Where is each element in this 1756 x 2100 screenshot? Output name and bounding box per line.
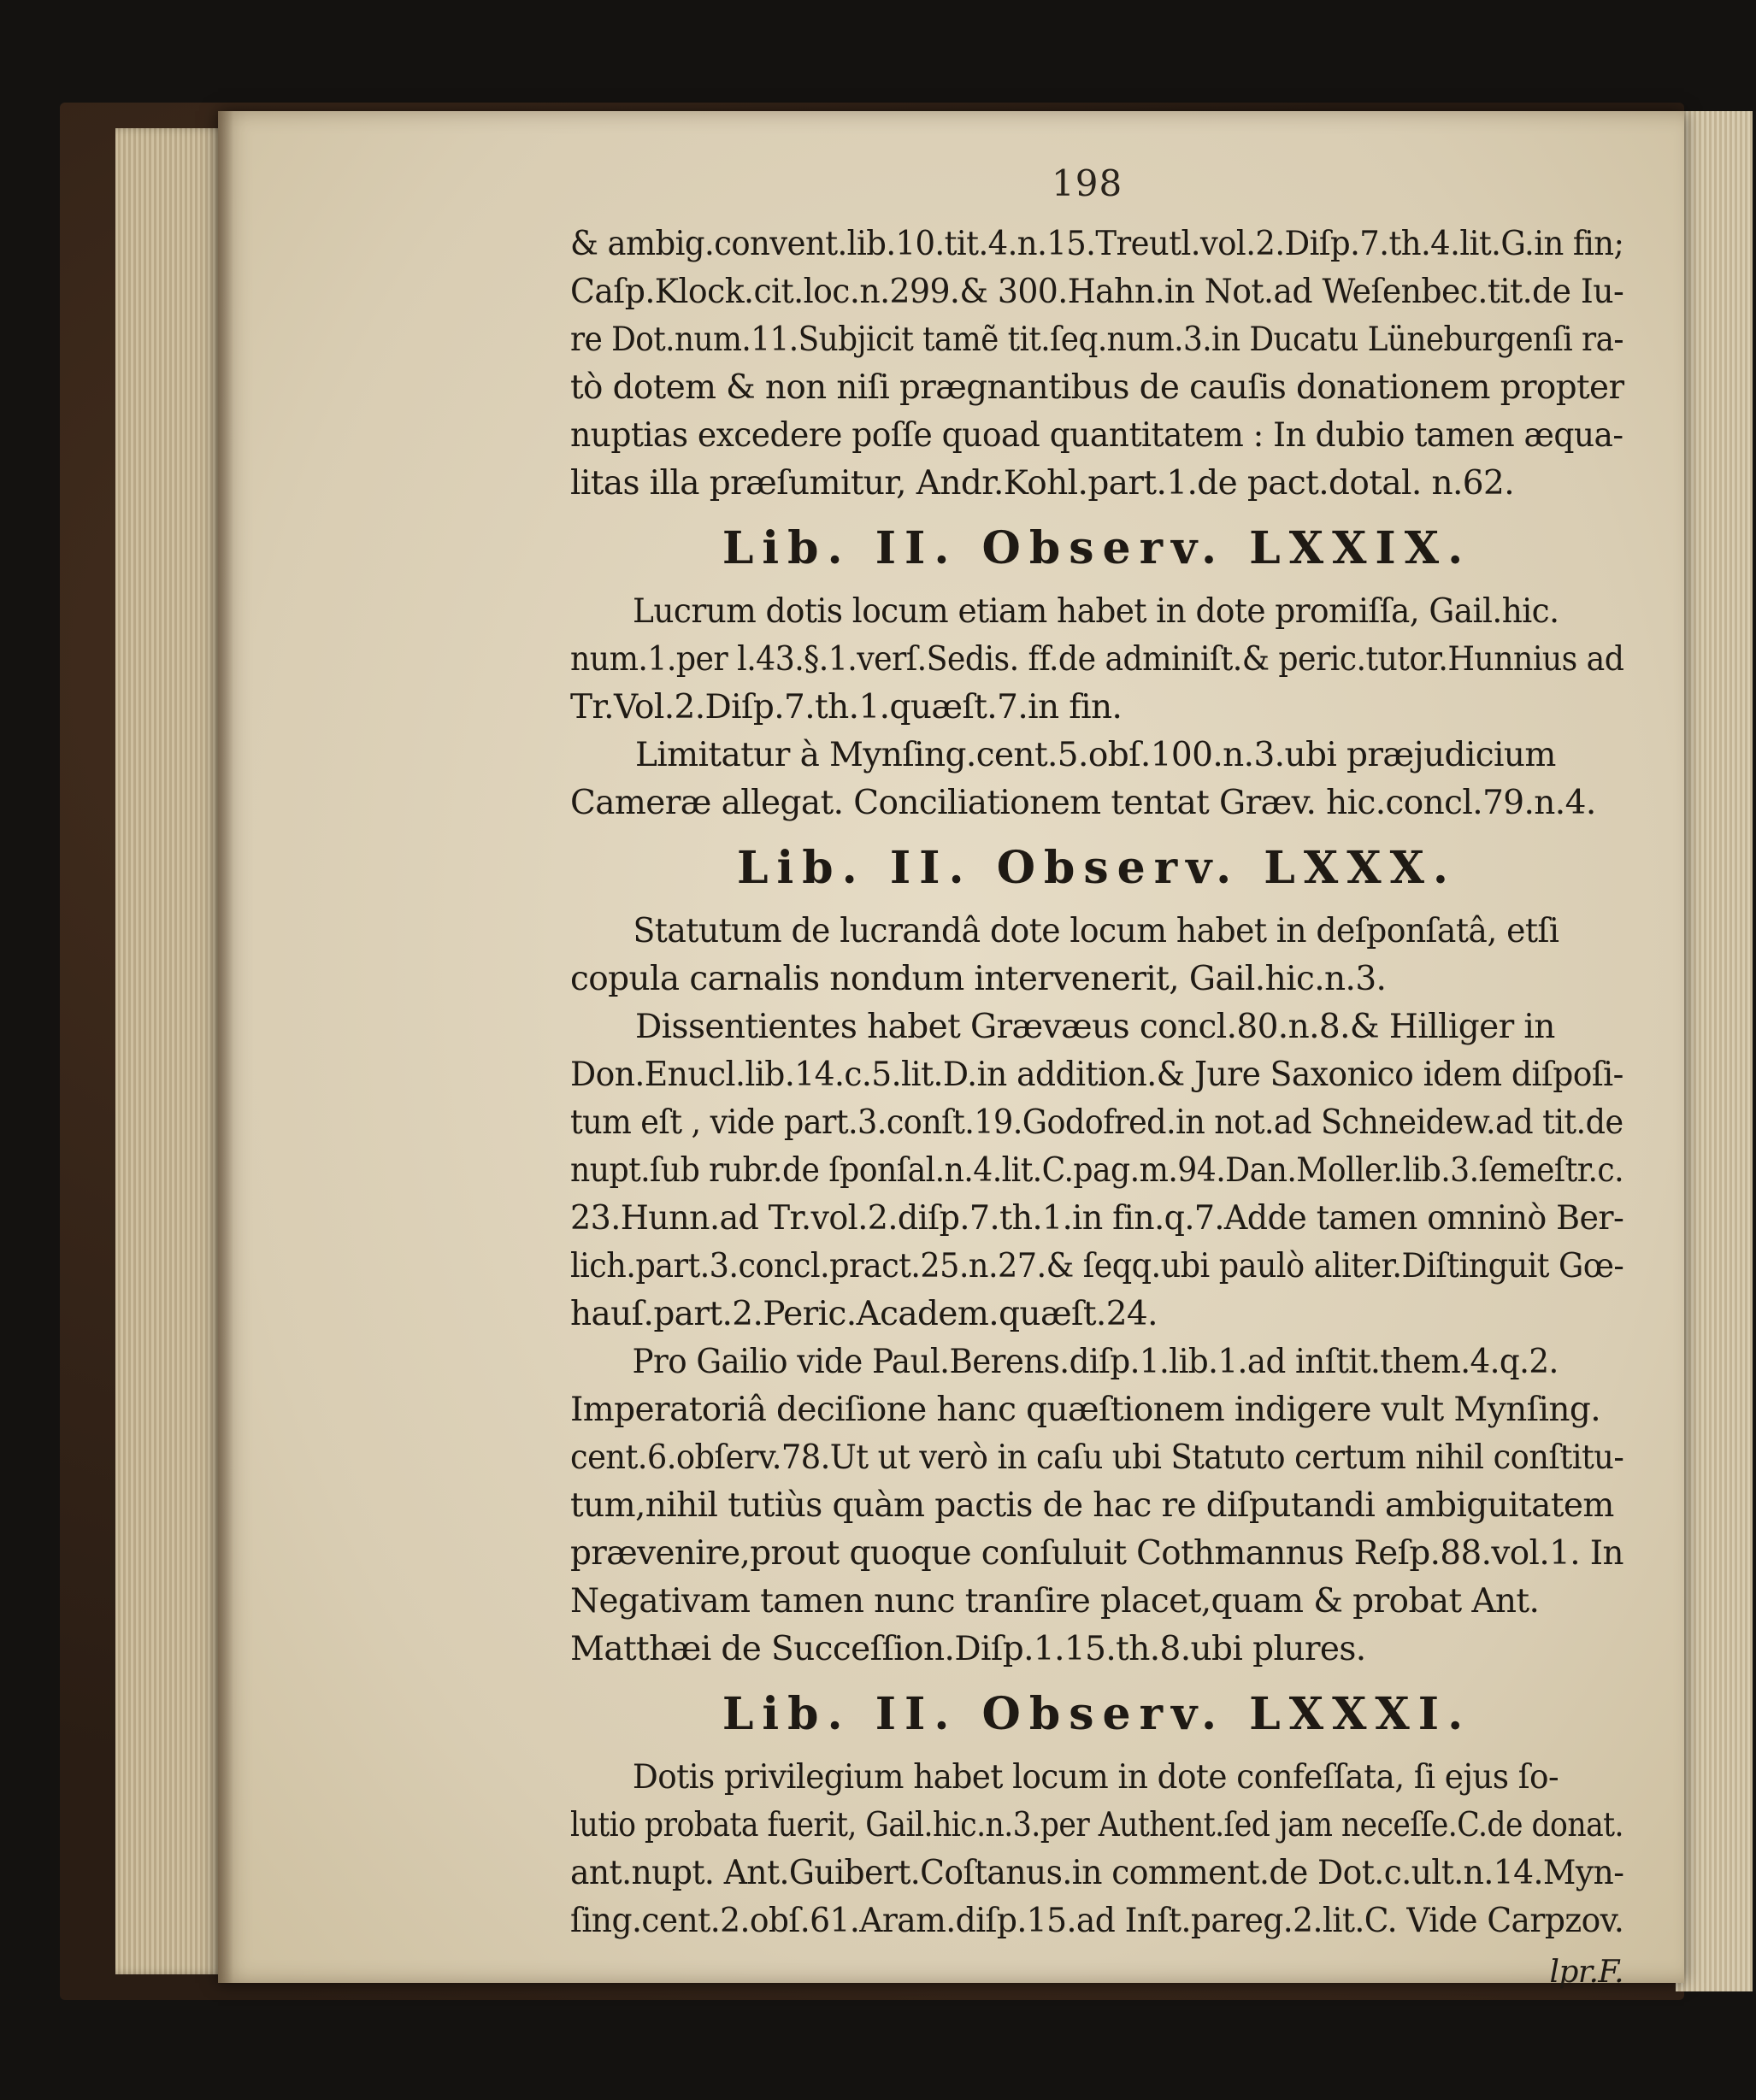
paragraph (570, 221, 1623, 508)
text-line: Cameræ allegat. Conciliationem tentat Græv. hic.concl.79.n.4. (570, 784, 1596, 822)
page-text (570, 221, 1623, 1997)
text-line: ſing.cent.2.obſ.61.Aram.diſp.15.ad Inſt.pareg.2.lit.C. Vide Carpzov. (570, 1902, 1624, 1940)
paragraph (570, 732, 1623, 827)
observation-heading: Lib. II. Observ. LXXXI. (722, 1688, 1472, 1740)
text-line: nupt.ſub rubr.de ſponſal.n.4.lit.C.pag.m.94.Dan.Moller.lib.3.ſemeſtr.c. (570, 1151, 1624, 1190)
text-line: Limitatur à Mynſing.cent.5.obſ.100.n.3.ubi præjudicium (635, 736, 1556, 774)
text-line: 23.Hunn.ad Tr.vol.2.diſp.7.th.1.in fin.q.7.Adde tamen omninò Ber- (570, 1199, 1624, 1238)
text-line: tum eſt , vide part.3.conſt.19.Godofred.in not.ad Schneidew.ad tit.de (570, 1103, 1623, 1142)
text-line: Negativam tamen nunc tranſire placet,quam & probat Ant. (570, 1582, 1540, 1621)
text-line: Tr.Vol.2.Diſp.7.th.1.quæſt.7.in fin. (570, 688, 1123, 726)
page-edges-right (1676, 111, 1753, 1991)
text-line: nuptias excedere poſſe quoad quantitatem : In dubio tamen æqua- (570, 416, 1623, 455)
text-line: Dissentientes habet Grævæus concl.80.n.8.& Hilliger in (635, 1008, 1555, 1046)
text-line: & ambig.convent.lib.10.tit.4.n.15.Treutl.vol.2.Diſp.7.th.4.lit.G.in fin; (570, 225, 1624, 263)
text-line: num.1.per l.43.§.1.verſ.Sedis. ff.de adminiſt.& peric.tutor.Hunnius ad (570, 640, 1624, 679)
text-line: re Dot.num.11.Subjicit tamẽ tit.ſeq.num.3.in Ducatu Lüneburgenſi ra- (570, 321, 1623, 359)
text-line: prævenire,prout quoque conſuluit Cothmannus Reſp.88.vol.1. In (570, 1534, 1623, 1573)
text-line: Pro Gailio vide Paul.Berens.diſp.1.lib.1.ad inſtit.them.4.q.2. (632, 1343, 1559, 1381)
paragraph (570, 588, 1623, 732)
text-line: lich.part.3.concl.pract.25.n.27.& ſeqq.ubi paulò aliter.Diſtinguit Gœ- (570, 1247, 1624, 1285)
book-page (218, 111, 1684, 1990)
text-line: Dotis privilegium habet locum in dote confeſſata, ſi ejus ſo- (632, 1758, 1559, 1797)
catchword: lpr.F. (1549, 1955, 1623, 1990)
text-line: Imperatoriâ deciſione hanc quæſtionem indigere vult Mynſing. (570, 1391, 1601, 1429)
page-edges-left (115, 128, 227, 1974)
observation-heading: Lib. II. Observ. LXXX. (736, 842, 1458, 894)
page-number: 198 (1052, 162, 1123, 204)
observation-heading: Lib. II. Observ. LXXIX. (722, 522, 1472, 574)
text-line: tò dotem & non niſi prægnantibus de cauſis donationem propter (570, 368, 1624, 407)
text-line: Lucrum dotis locum etiam habet in dote promiſſa, Gail.hic. (633, 592, 1559, 631)
text-line: Caſp.Klock.cit.loc.n.299.& 300.Hahn.in Not.ad Weſenbec.tit.de Iu- (570, 273, 1624, 311)
text-line: Statutum de lucrandâ dote locum habet in deſponſatâ, etſi (633, 912, 1559, 950)
paragraph (570, 1338, 1623, 1674)
text-line: Matthæi de Succeſſion.Diſp.1.15.th.8.ubi plures. (570, 1630, 1366, 1668)
text-line: Don.Enucl.lib.14.c.5.lit.D.in addition.& Jure Saxonico idem diſpoſi- (570, 1056, 1623, 1094)
text-line: ant.nupt. Ant.Guibert.Coſtanus.in comment.de Dot.c.ult.n.14.Myn- (570, 1854, 1624, 1892)
text-line: lutio probata fuerit, Gail.hic.n.3.per Authent.ſed jam neceſſe.C.de donat. (570, 1806, 1624, 1844)
text-line: copula carnalis nondum intervenerit, Gail.hic.n.3. (570, 960, 1387, 998)
text-line: tum,nihil tutiùs quàm pactis de hac re diſputandi ambiguitatem (570, 1486, 1614, 1525)
page-gutter (218, 111, 233, 1983)
paragraph (570, 1003, 1623, 1338)
paragraph (570, 1754, 1623, 1945)
paragraph (570, 908, 1623, 1003)
text-line: litas illa præſumitur, Andr.Kohl.part.1.de pact.dotal. n.62. (570, 464, 1515, 503)
text-line: cent.6.obſerv.78.Ut ut verò in caſu ubi Statuto certum nihil conſtitu- (570, 1438, 1624, 1477)
text-line: hauſ.part.2.Peric.Academ.quæſt.24. (570, 1295, 1158, 1333)
